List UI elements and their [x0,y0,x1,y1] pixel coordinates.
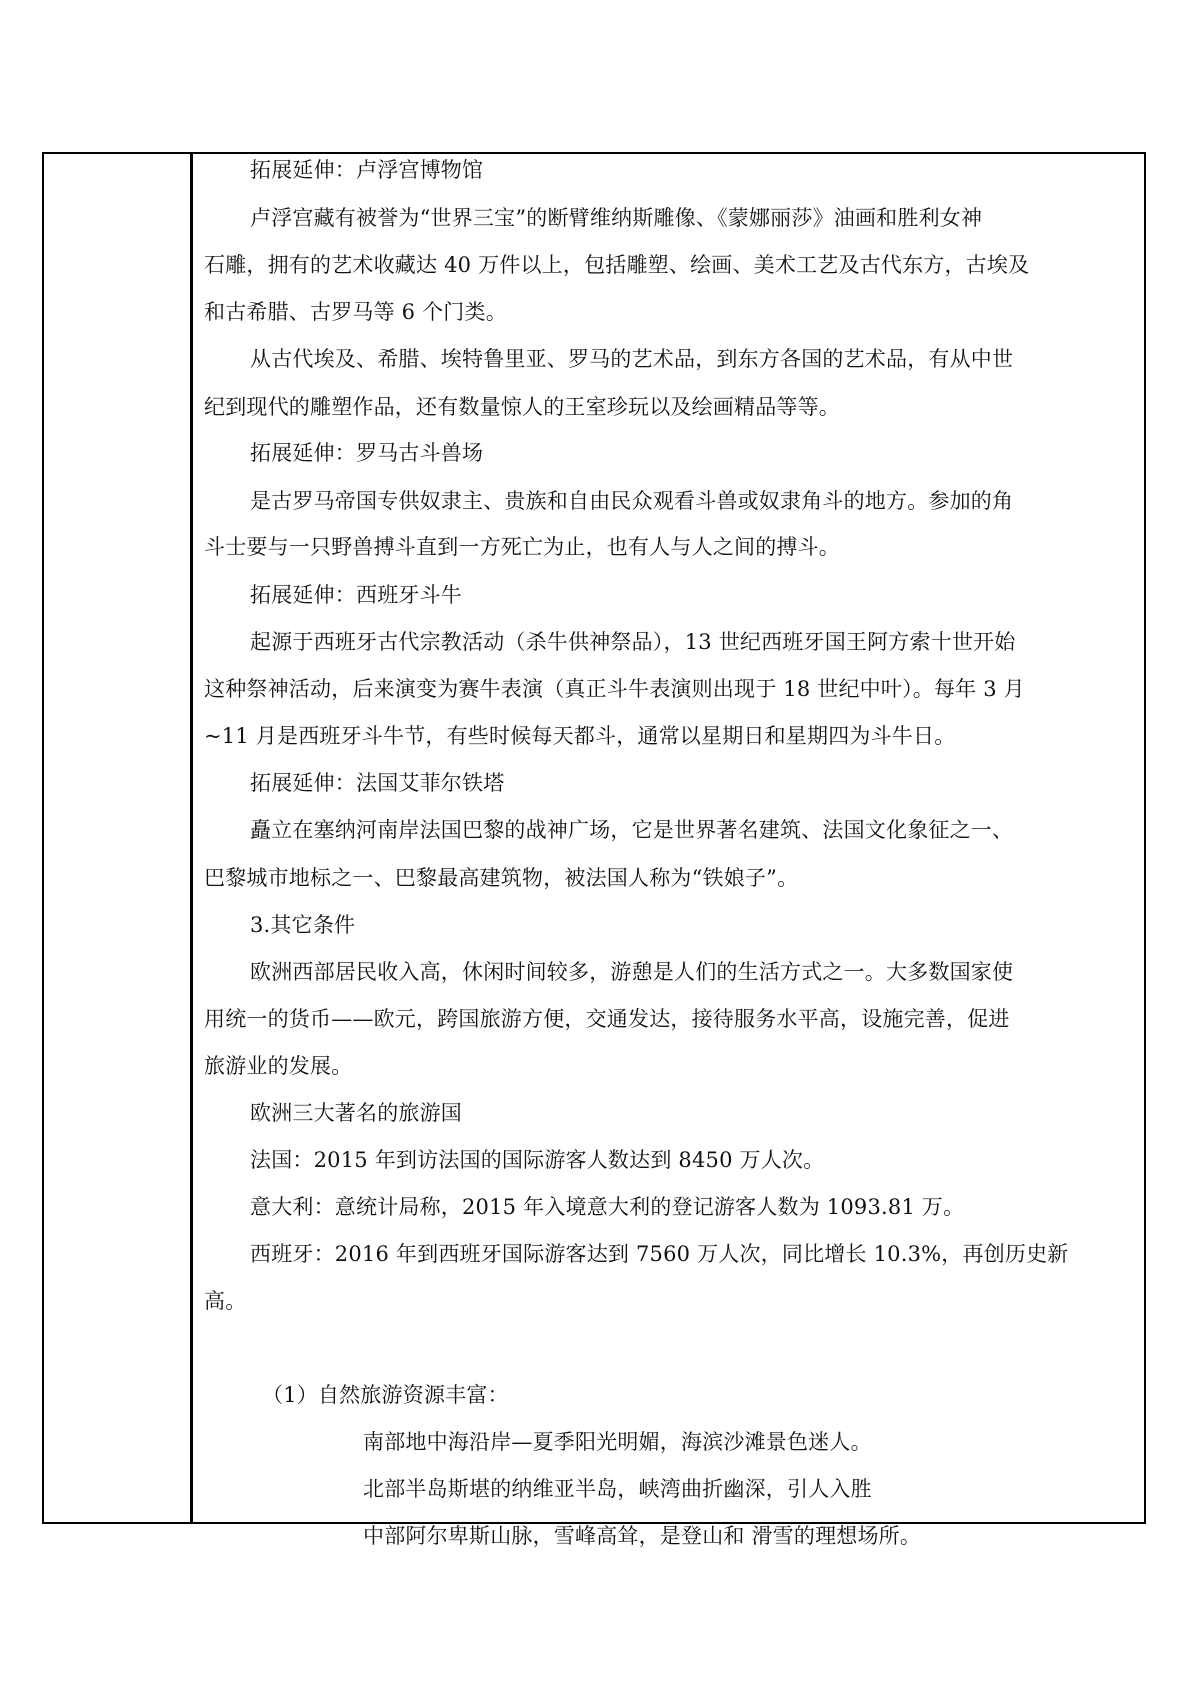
text-line: 拓展延伸：罗马古斗兽场 [250,441,484,465]
text-line: 高。 [204,1289,247,1313]
text-line: 斗士要与一只野兽搏斗直到一方死亡为止，也有人与人之间的搏斗。 [204,535,840,559]
text-line: 卢浮宫藏有被誉为“世界三宝”的断臂维纳斯雕像、《蒙娜丽莎》油画和胜利女神 [250,206,983,230]
text-line: 石雕，拥有的艺术收藏达 40 万件以上，包括雕塑、绘画、美术工艺及古代东方，古埃及 [204,253,1030,277]
text-line: 拓展延伸：西班牙斗牛 [250,583,462,607]
text-line: 巴黎城市地标之一、巴黎最高建筑物，被法国人称为“铁娘子”。 [204,866,799,890]
text-line: 是古罗马帝国专供奴隶主、贵族和自由民众观看斗兽或奴隶角斗的地方。参加的角 [250,489,1014,513]
text-line: 意大利：意统计局称，2015 年入境意大利的登记游客人数为 1093.81 万。 [250,1195,965,1219]
text-line: 拓展延伸：法国艾菲尔铁塔 [250,771,505,795]
text-line: 拓展延伸：卢浮宫博物馆 [250,158,484,182]
text-line: 法国：2015 年到访法国的国际游客人数达到 8450 万人次。 [250,1148,825,1172]
text-line: 欧洲西部居民收入高，休闲时间较多，游憩是人们的生活方式之一。大多数国家使 [250,960,1014,984]
text-line: 旅游业的发展。 [204,1054,353,1078]
text-line: 从古代埃及、希腊、埃特鲁里亚、罗马的艺术品，到东方各国的艺术品，有从中世 [250,347,1014,371]
text-line: 欧洲三大著名的旅游国 [250,1101,462,1125]
text-line: （1）自然旅游资源丰富： [262,1383,509,1407]
column-divider [190,152,193,1524]
text-line: 北部半岛斯堪的纳维亚半岛，峡湾曲折幽深，引人入胜 [363,1477,872,1501]
text-line: 起源于西班牙古代宗教活动（杀牛供神祭品），13 世纪西班牙国王阿方索十世开始 [250,630,1016,654]
text-line: 矗立在塞纳河南岸法国巴黎的战神广场，它是世界著名建筑、法国文化象征之一、 [250,818,1014,842]
text-line: 这种祭神活动，后来演变为赛牛表演（真正斗牛表演则出现于 18 世纪中叶）。每年 3 月 [204,677,1025,701]
text-line: 纪到现代的雕塑作品，还有数量惊人的王室珍玩以及绘画精品等等。 [204,395,840,419]
text-line: 用统一的货币——欧元，跨国旅游方便，交通发达，接待服务水平高，设施完善，促进 [204,1007,1010,1031]
text-line: ~11 月是西班牙斗牛节，有些时候每天都斗，通常以星期日和星期四为斗牛日。 [204,724,956,748]
text-line: 中部阿尔卑斯山脉，雪峰高耸，是登山和 滑雪的理想场所。 [363,1524,922,1548]
text-line: 西班牙：2016 年到西班牙国际游客达到 7560 万人次，同比增长 10.3%，再创历史新 [250,1242,1069,1266]
text-line: 和古希腊、古罗马等 6 个门类。 [204,300,507,324]
text-line: 南部地中海沿岸—夏季阳光明媚，海滨沙滩景色迷人。 [363,1430,872,1454]
text-line: 3.其它条件 [250,913,356,937]
